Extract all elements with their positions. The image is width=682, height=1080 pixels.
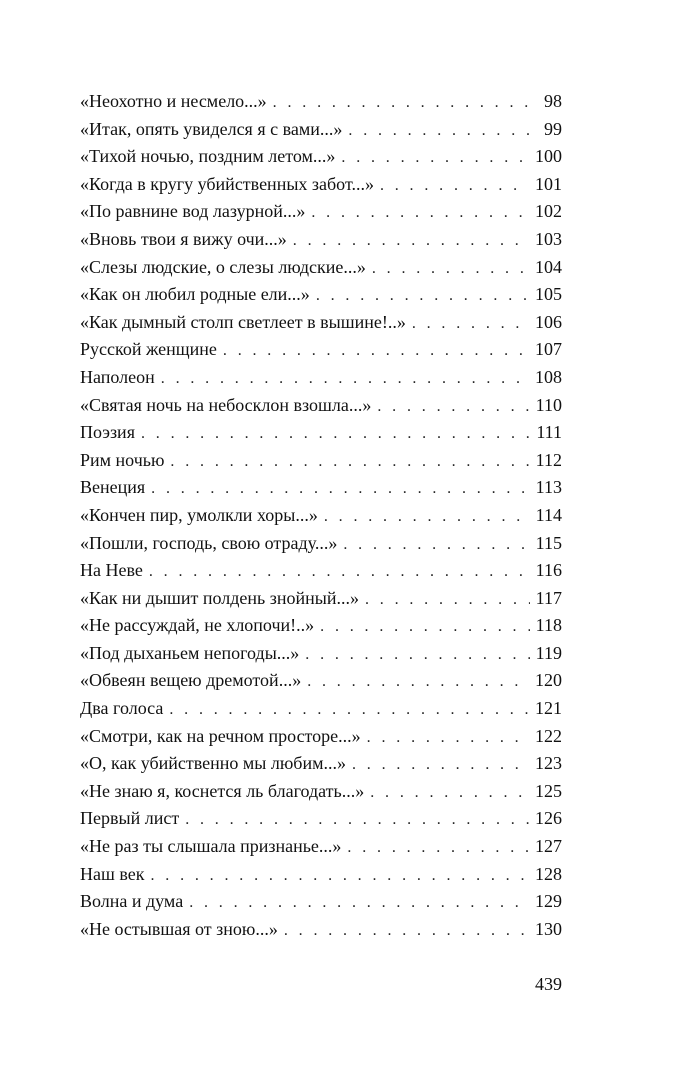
toc-entry — [80, 336, 562, 364]
toc-entry-title: На Неве — [80, 560, 143, 581]
toc-entry — [80, 254, 562, 282]
toc-entry-title: «Вновь твои я вижу очи...» — [80, 228, 287, 249]
toc-entry — [80, 502, 562, 530]
dot-leader — [149, 558, 530, 586]
dot-leader — [347, 834, 529, 862]
toc-entry-page: 123 — [535, 753, 562, 774]
dot-leader — [412, 310, 529, 338]
toc-entry — [80, 171, 562, 199]
page-number: 439 — [535, 974, 562, 994]
dot-leader — [372, 255, 529, 283]
toc-entry-title: «Не знаю я, коснется ль благодать...» — [80, 780, 365, 801]
toc-entry — [80, 585, 562, 613]
dot-leader — [189, 889, 529, 917]
toc-entry-title: Наполеон — [80, 366, 155, 387]
toc-entry-page: 100 — [535, 146, 562, 167]
toc-entry-page: 115 — [535, 532, 562, 553]
toc-entry-page: 130 — [535, 918, 562, 939]
toc-entry-page: 116 — [535, 560, 562, 581]
dot-leader — [273, 89, 530, 117]
toc-entry — [80, 695, 562, 723]
toc-entry-page: 127 — [535, 836, 562, 857]
toc-entry — [80, 143, 562, 171]
dot-leader — [293, 227, 529, 255]
toc-entry-title: Русской женщине — [80, 339, 217, 360]
toc-entry — [80, 750, 562, 778]
toc-entry — [80, 419, 562, 447]
dot-leader — [316, 282, 529, 310]
toc-entry-page: 125 — [535, 780, 562, 801]
toc-entry-page: 128 — [535, 863, 562, 884]
dot-leader — [343, 531, 529, 559]
toc-entry-title: «Неохотно и несмело...» — [80, 91, 267, 111]
dot-leader — [151, 475, 529, 503]
toc-entry-title: «Тихой ночью, поздним летом...» — [80, 146, 336, 167]
toc-entry-title: «Итак, опять увиделся я с вами...» — [80, 118, 343, 139]
toc-entry-page: 108 — [535, 366, 562, 387]
toc-entry — [80, 474, 562, 502]
toc-entry-title: «Слезы людские, о слезы людские...» — [80, 256, 366, 277]
toc-entry-title: «Пошли, господь, свою отраду...» — [80, 532, 338, 553]
toc-entry-page: 110 — [535, 394, 562, 415]
dot-leader — [141, 420, 530, 448]
dot-leader — [170, 448, 529, 476]
dot-leader — [367, 724, 529, 752]
table-of-contents — [80, 88, 562, 943]
toc-entry — [80, 198, 562, 226]
toc-entry — [80, 116, 562, 144]
toc-entry-page: 126 — [535, 808, 562, 829]
dot-leader — [341, 144, 529, 172]
toc-entry — [80, 723, 562, 751]
dot-leader — [284, 917, 529, 945]
toc-entry-title: «Как ни дышит полдень знойный...» — [80, 587, 359, 608]
toc-entry-page: 129 — [535, 891, 562, 912]
toc-entry — [80, 888, 562, 916]
toc-entry-page: 114 — [535, 504, 562, 525]
toc-entry — [80, 447, 562, 475]
toc-entry — [80, 309, 562, 337]
toc-entry-page: 99 — [544, 118, 562, 139]
toc-entry — [80, 281, 562, 309]
toc-entry-title: «О, как убийственно мы любим...» — [80, 753, 346, 774]
toc-entry-page: 122 — [535, 725, 562, 746]
dot-leader — [223, 337, 529, 365]
dot-leader — [348, 117, 530, 145]
toc-entry-page: 111 — [536, 422, 562, 443]
toc-entry — [80, 612, 562, 640]
toc-entry-title: Наш век — [80, 863, 145, 884]
toc-entry-title: Венеция — [80, 477, 146, 498]
toc-entry-page: 112 — [535, 449, 562, 470]
toc-entry — [80, 640, 562, 668]
toc-entry-title: Рим ночью — [80, 449, 165, 470]
toc-entry-page: 105 — [535, 284, 562, 305]
toc-entry-title: Поэзия — [80, 422, 135, 443]
toc-entry-page: 120 — [535, 670, 562, 691]
dot-leader — [311, 199, 529, 227]
dot-leader — [324, 503, 530, 531]
toc-entry — [80, 364, 562, 392]
dot-leader — [161, 365, 529, 393]
toc-entry-page: 119 — [535, 642, 562, 663]
toc-entry-title: «Смотри, как на речном просторе...» — [80, 725, 361, 746]
toc-entry-title: «Святая ночь на небосклон взошла...» — [80, 394, 372, 415]
toc-entry-page: 117 — [535, 587, 562, 608]
toc-entry-title: Два голоса — [80, 698, 164, 719]
toc-entry-page: 103 — [535, 228, 562, 249]
toc-entry-page: 104 — [535, 256, 562, 277]
toc-entry — [80, 778, 562, 806]
toc-entry-page: 98 — [544, 91, 562, 111]
toc-entry — [80, 530, 562, 558]
toc-entry — [80, 667, 562, 695]
toc-entry-page: 121 — [535, 698, 562, 719]
toc-entry — [80, 226, 562, 254]
toc-entry-title: «Под дыханьем непогоды...» — [80, 642, 300, 663]
toc-entry — [80, 557, 562, 585]
dot-leader — [305, 641, 529, 669]
toc-entry — [80, 805, 562, 833]
toc-entry-title: «Кончен пир, умолкли хоры...» — [80, 504, 318, 525]
toc-entry — [80, 392, 562, 420]
toc-entry-title: «Обвеян вещею дремотой...» — [80, 670, 302, 691]
toc-entry-title: «Не остывшая от зною...» — [80, 918, 278, 939]
toc-entry-title: «Как дымный столп светлеет в вышине!..» — [80, 311, 406, 332]
dot-leader — [169, 696, 529, 724]
toc-entry-title: «По равнине вод лазурной...» — [80, 201, 306, 222]
dot-leader — [185, 806, 529, 834]
toc-entry — [80, 916, 562, 944]
toc-entry-page: 118 — [535, 615, 562, 636]
toc-entry-title: «Не раз ты слышала признанье...» — [80, 836, 342, 857]
toc-entry-page: 107 — [535, 339, 562, 360]
toc-entry-title: Первый лист — [80, 808, 180, 829]
dot-leader — [380, 172, 529, 200]
toc-entry-page: 102 — [535, 201, 562, 222]
toc-entry-title: «Когда в кругу убийственных забот...» — [80, 173, 374, 194]
toc-entry — [80, 88, 562, 116]
dot-leader — [365, 586, 530, 614]
dot-leader — [370, 779, 529, 807]
dot-leader — [150, 862, 529, 890]
toc-entry-title: Волна и дума — [80, 891, 184, 912]
toc-entry-page: 101 — [535, 173, 562, 194]
dot-leader — [307, 668, 529, 696]
toc-entry-title: «Как он любил родные ели...» — [80, 284, 310, 305]
toc-entry-page: 106 — [535, 311, 562, 332]
toc-entry — [80, 833, 562, 861]
toc-entry-page: 113 — [535, 477, 562, 498]
toc-entry-title: «Не рассуждай, не хлопочи!..» — [80, 615, 315, 636]
dot-leader — [377, 393, 529, 421]
dot-leader — [320, 613, 530, 641]
toc-entry — [80, 861, 562, 889]
dot-leader — [352, 751, 529, 779]
